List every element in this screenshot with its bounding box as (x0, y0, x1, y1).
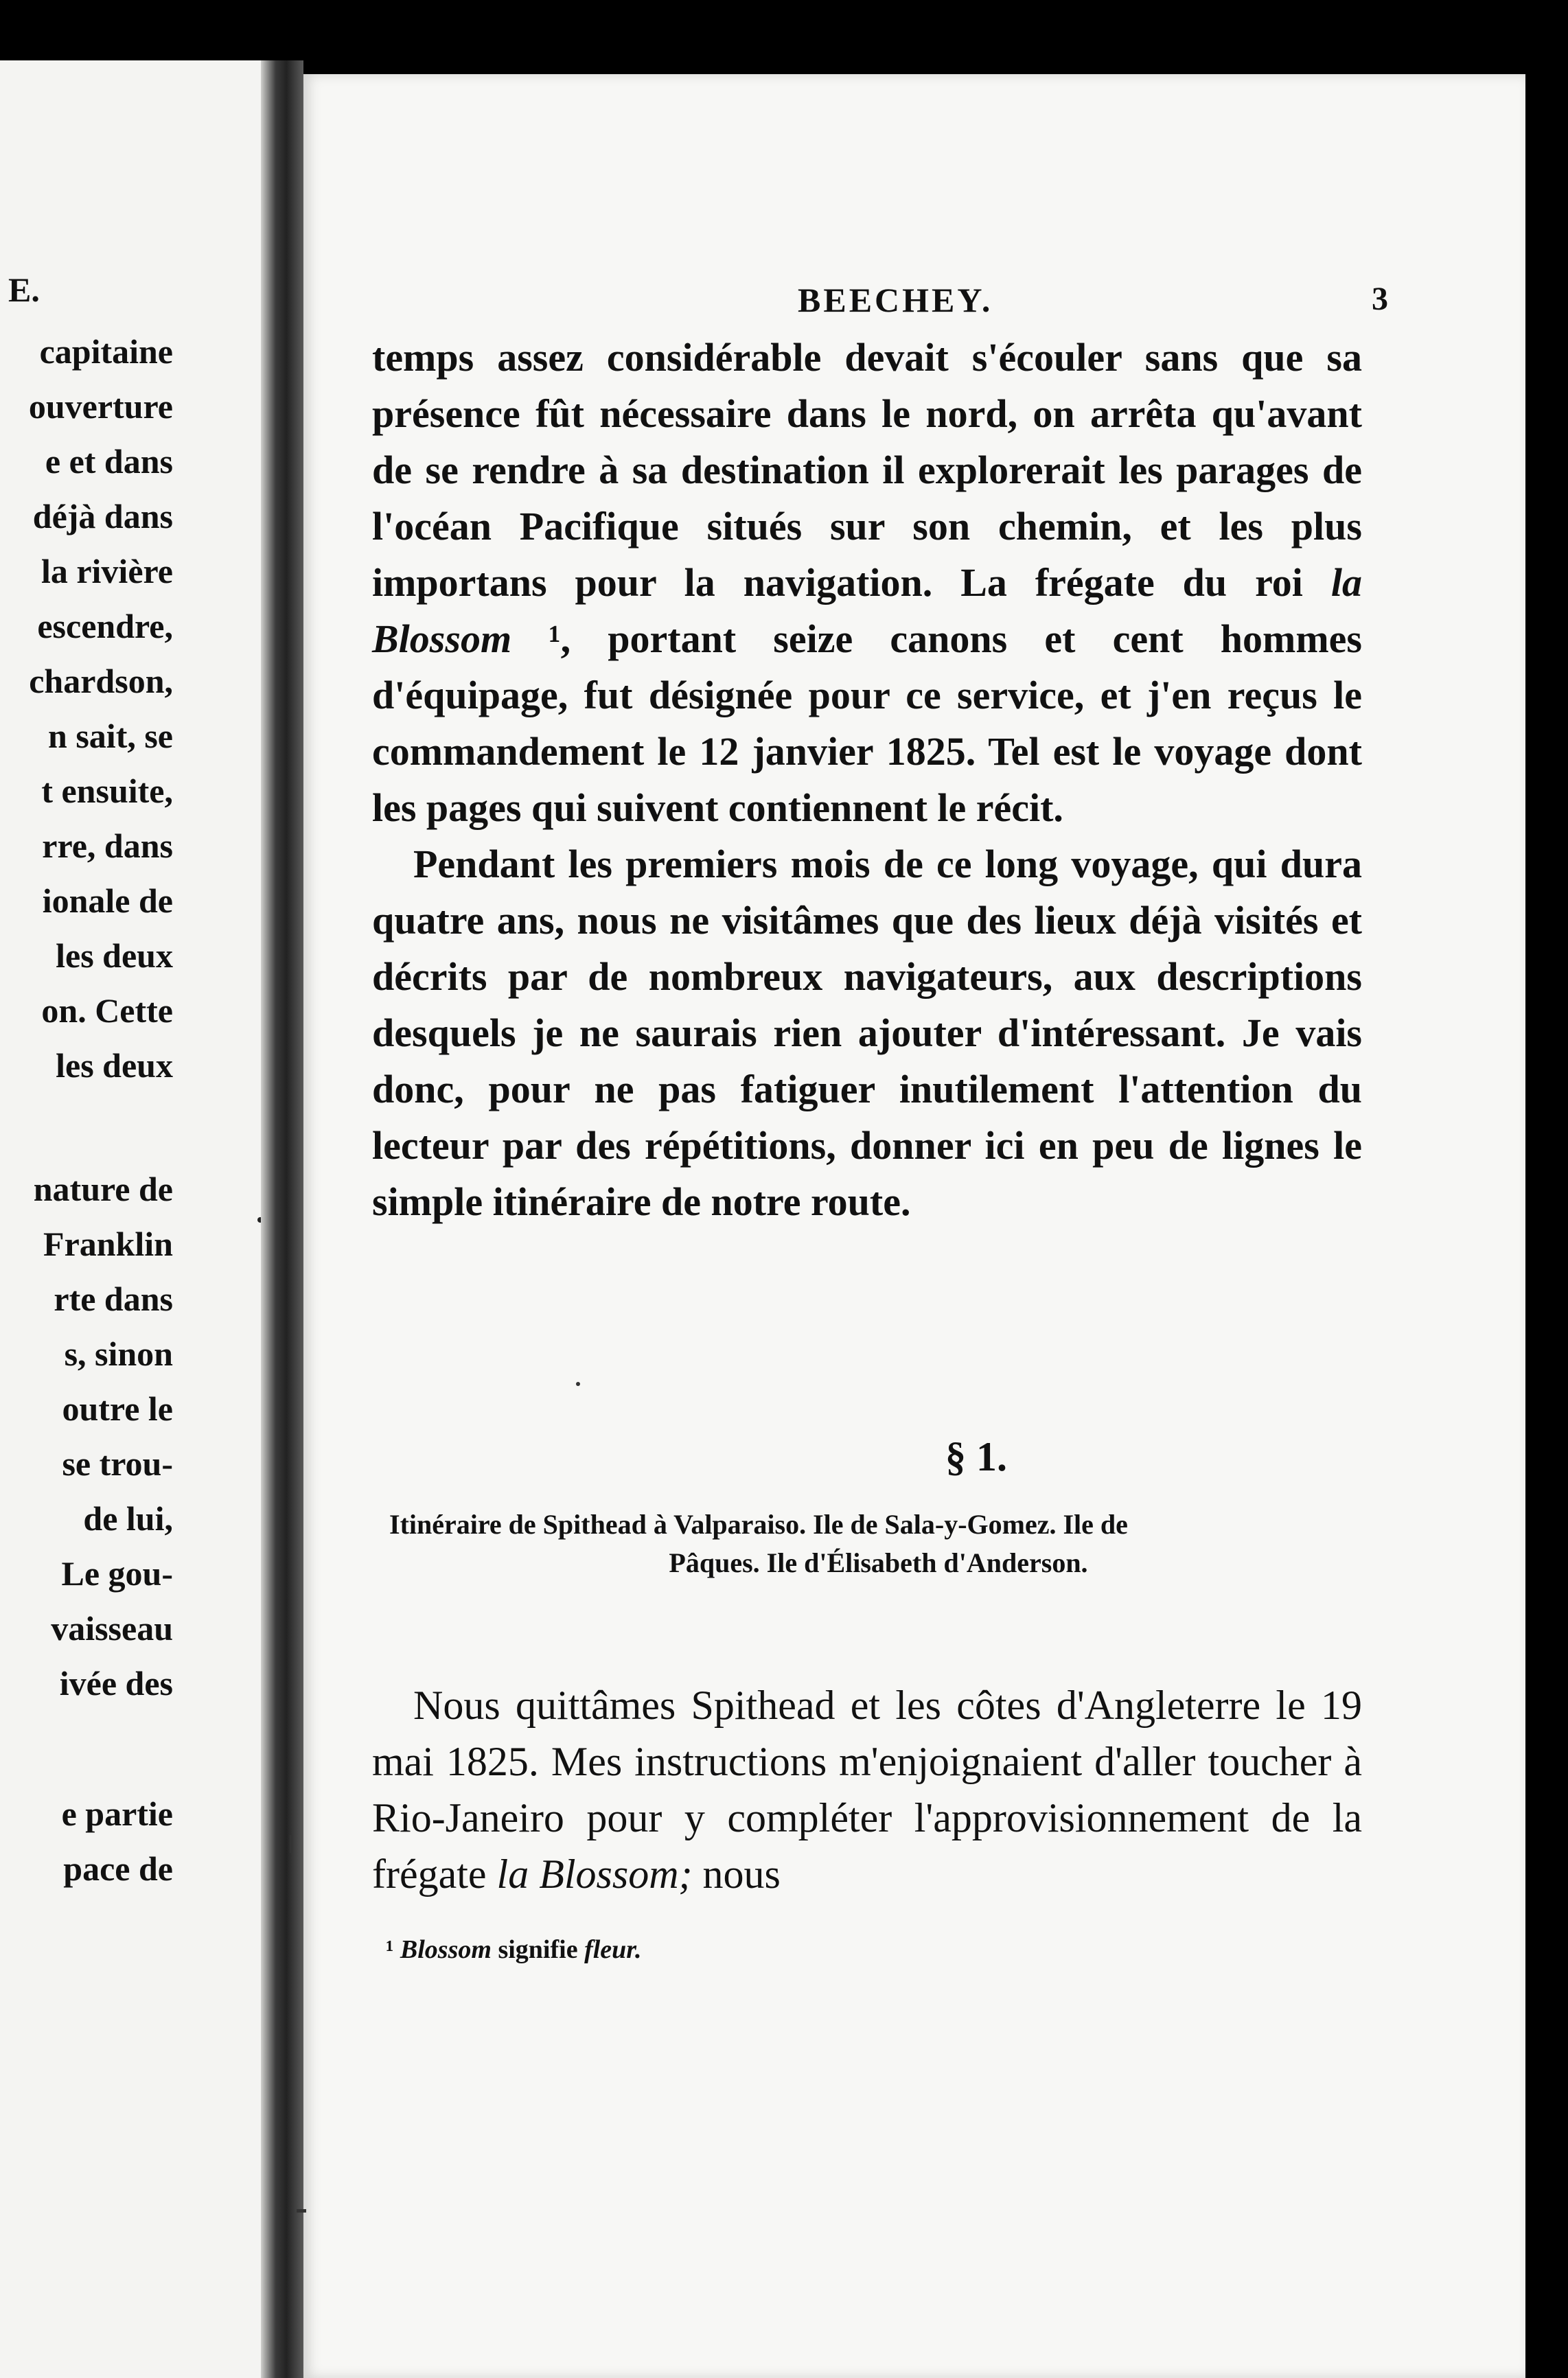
previous-page-line: Franklin (43, 1225, 173, 1263)
body-text (372, 330, 1362, 1230)
paragraph-1: temps assez considérable devait s'écouler sans que sa présence fût nécessaire dans le nord, on arrêta qu'avant de se rendre à sa destination il explorerait les parages de l'océan Pacifique situés sur son chemin, et les plus importans pour la navigation. La frégate du roi la Blossom ¹, portant seize canons et cent hommes d'équipage, fut désignée pour ce service, et j'en reçus le commandement le 12 janvier 1825. Tel est le voyage dont les pages qui suivent contiennent le récit. (372, 335, 1362, 830)
previous-page-line: outre le (62, 1389, 173, 1428)
page-gutter (261, 60, 303, 2378)
page-number: 3 (1372, 281, 1388, 317)
section-summary-line-2: Pâques. Ile d'Élisabeth d'Anderson. (669, 1547, 1088, 1578)
previous-page-line: de lui, (83, 1499, 173, 1538)
running-title: BEECHEY. (798, 281, 993, 319)
previous-page-line: Le gou- (61, 1554, 173, 1593)
footnote-ref: ¹ (511, 616, 561, 661)
previous-page-line: déjà dans (32, 497, 173, 535)
previous-page-line: on. Cette (41, 991, 173, 1030)
section-summary (389, 1505, 1368, 1582)
previous-page-line: ouverture (28, 387, 173, 426)
previous-page-line: t ensuite, (41, 772, 173, 810)
previous-page-line: nature de (33, 1170, 173, 1208)
previous-page-line: chardson, (29, 662, 173, 700)
print-speck (576, 1382, 580, 1386)
ship-name: la Blossom; (496, 1851, 693, 1897)
previous-page-line: pace de (63, 1849, 173, 1888)
paragraph-2: Pendant les premiers mois de ce long voyage, qui dura quatre ans, nous ne visitâmes que des lieux déjà visités et décrits par de nombreux navigateurs, aux descriptions desquels je ne saurais rien ajouter d'intéressant. Je vais donc, pour ne pas fatiguer inutilement l'attention du lecteur par des répétitions, donner ici en peu de lignes le simple itinéraire de notre route. (372, 842, 1362, 1224)
footnote: ¹ Blossom signifie fleur. (386, 1935, 642, 1964)
previous-page-header: E. (8, 270, 40, 309)
previous-page-line: e partie (61, 1794, 173, 1833)
previous-page-line: escendre, (37, 607, 173, 645)
print-speck (297, 2209, 306, 2213)
previous-page-fragment (0, 60, 261, 2378)
previous-page-line: ionale de (42, 881, 173, 920)
previous-page-line: la rivière (41, 552, 173, 590)
previous-page-line: capitaine (39, 332, 173, 371)
previous-page-line: les deux (56, 1046, 173, 1085)
previous-page-line: rte dans (54, 1280, 173, 1318)
body-text-section (372, 1677, 1362, 1902)
section-summary-line-1: Itinéraire de Spithead à Valparaiso. Ile de Sala-y-Gomez. Ile de (389, 1509, 1128, 1540)
previous-page-line: n sait, se (48, 717, 173, 755)
paragraph-3: Nous quittâmes Spithead et les côtes d'Angleterre le 19 mai 1825. Mes instructions m'enjoignaient d'aller toucher à Rio-Janeiro pour y compléter l'approvisionnement de la frégate la Blossom; nous (372, 1683, 1362, 1897)
running-head (372, 280, 1388, 328)
previous-page-line: e et dans (45, 442, 173, 481)
ship-name: la Blossom (372, 560, 1362, 661)
previous-page-line: vaisseau (51, 1609, 173, 1648)
previous-page-line: les deux (56, 936, 173, 975)
previous-page-line: ivée des (59, 1664, 173, 1702)
book-page (303, 74, 1525, 2378)
previous-page-line: s, sinon (64, 1335, 173, 1373)
previous-page-line: se trou- (62, 1444, 173, 1483)
section-mark: § 1. (945, 1434, 1007, 1479)
print-speck (290, 1835, 292, 1853)
previous-page-line: rre, dans (42, 827, 173, 865)
